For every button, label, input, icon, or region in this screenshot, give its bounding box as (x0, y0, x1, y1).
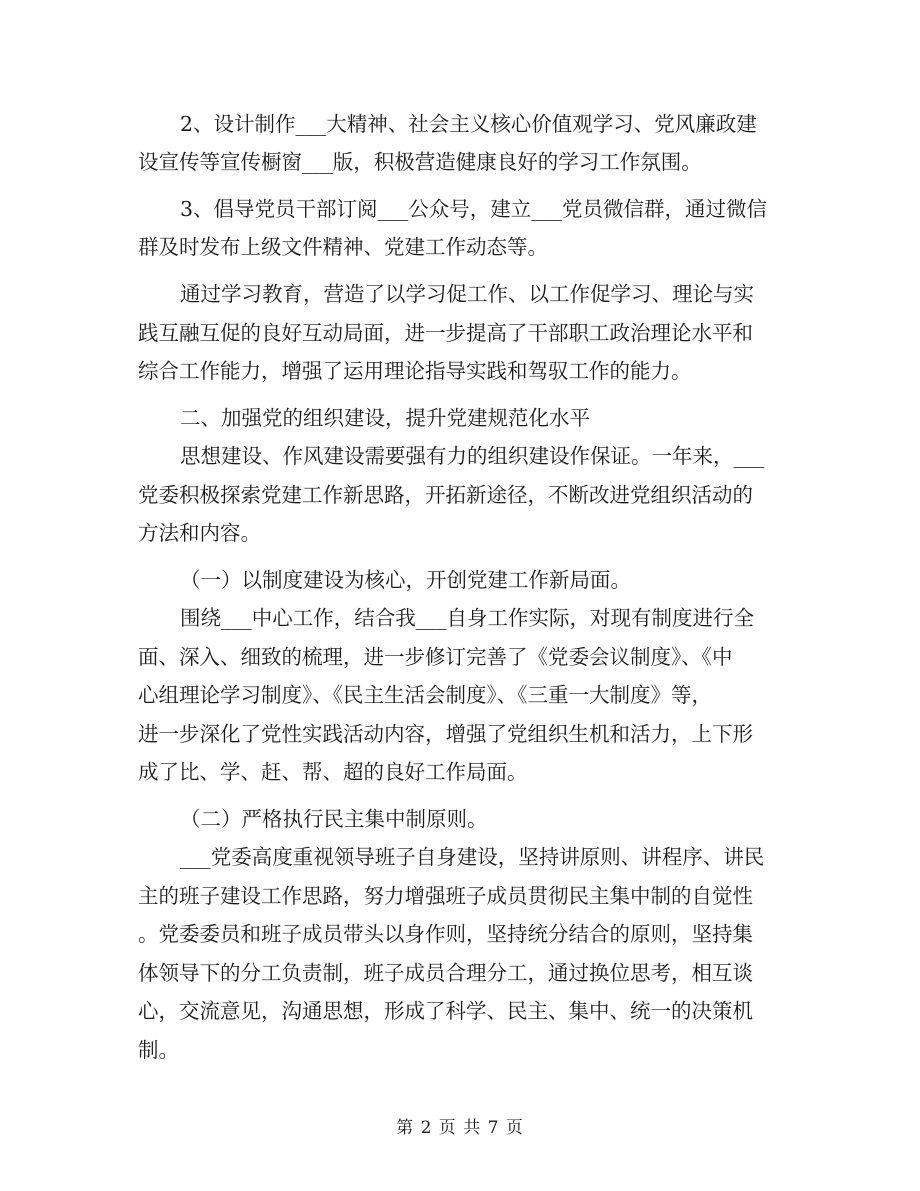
subsection-heading: （一）以制度建设为核心，开创党建工作新局面。 (180, 568, 631, 592)
page-number-footer: 第 2 页 共 7 页 (396, 1118, 524, 1138)
text-line: 。党委委员和班子成员带头以身作则，坚持统分结合的原则，坚持集 (138, 922, 753, 946)
text-line: 心，交流意见，沟通思想，形成了科学、民主、集中、统一的决策机 (138, 999, 753, 1023)
text-line: ___党委高度重视领导班子自身建设，坚持讲原则、讲程序、讲民 (180, 845, 765, 869)
text-line: 成了比、学、赶、帮、超的良好工作局面。 (138, 760, 528, 784)
text-line: 主的班子建设工作思路，努力增强班子成员贯彻民主集中制的自觉性 (138, 884, 753, 908)
text-line: 心组理论学习制度》、《民主生活会制度》、《三重一大制度》等， (138, 683, 712, 707)
text-line: 进一步深化了党性实践活动内容，增强了党组织生机和活力，上下形 (138, 722, 753, 746)
text-line: 体领导下的分工负责制，班子成员合理分工，通过换位思考，相互谈 (138, 961, 753, 985)
text-line: 3、倡导党员干部订阅___公众号，建立___党员微信群，通过微信 (180, 197, 768, 221)
section-heading: 二、加强党的组织建设，提升党建规范化水平 (180, 406, 590, 430)
text-line: 制。 (138, 1038, 179, 1062)
text-line: 综合工作能力，增强了运用理论指导实践和驾驭工作的能力。 (138, 359, 692, 383)
text-line: 通过学习教育，营造了以学习促工作、以工作促学习、理论与实 (180, 282, 754, 306)
subsection-heading: （二）严格执行民主集中制原则。 (180, 807, 488, 831)
text-line: 面、深入、细致的梳理，进一步修订完善了《党委会议制度》、《中 (138, 645, 733, 669)
text-line: 党委积极探索党建工作新思路，开拓新途径，不断改进党组织活动的 (138, 483, 753, 507)
text-line: 群及时发布上级文件精神、党建工作动态等。 (138, 235, 548, 259)
text-line: 围绕___中心工作，结合我___自身工作实际，对现有制度进行全 (180, 606, 754, 630)
text-line: 2、设计制作___大精神、社会主义核心价值观学习、党风廉政建 (180, 112, 757, 136)
text-line: 方法和内容。 (138, 521, 261, 545)
text-line: 思想建设、作风建设需要强有力的组织建设作保证。一年来，___ (180, 444, 765, 468)
text-line: 设宣传等宣传橱窗___版，积极营造健康良好的学习工作氛围。 (138, 150, 702, 174)
text-line: 践互融互促的良好互动局面，进一步提高了干部职工政治理论水平和 (138, 321, 753, 345)
